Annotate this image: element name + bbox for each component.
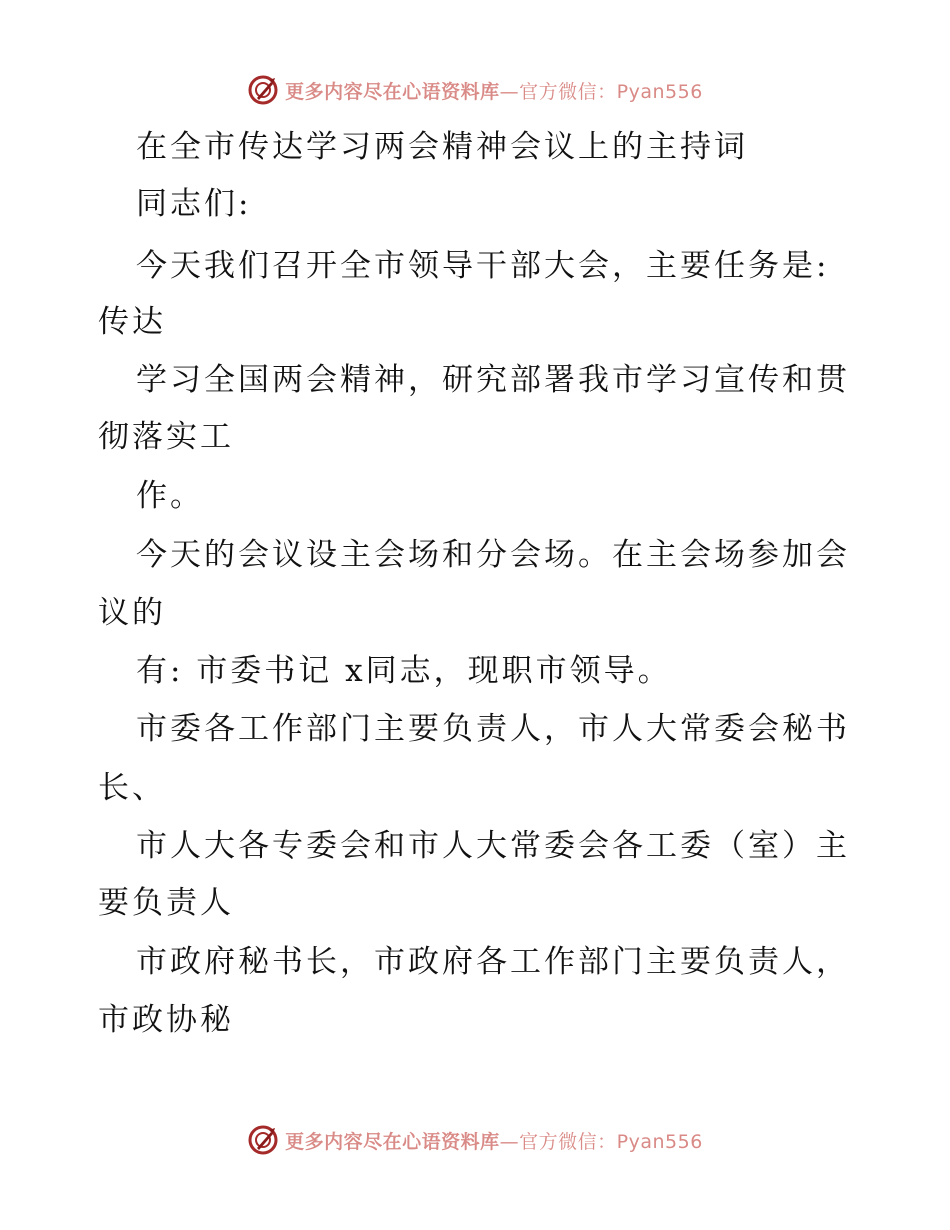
text-line: 要负责人: [98, 885, 234, 921]
footer-watermark-banner: [0, 1120, 950, 1160]
text-line: 市政协秘: [98, 1002, 234, 1038]
text-line: 作。: [136, 478, 204, 514]
text-line: 学习全国两会精神，研究部署我市学习宣传和贯: [136, 362, 850, 398]
text-line: 传达: [98, 304, 166, 340]
banner-wechat: 官方微信：Pyan556: [519, 80, 703, 103]
header-watermark-banner: [0, 70, 950, 110]
banner-separator: —: [499, 80, 520, 103]
banner-title: 更多内容尽在心语资料库: [285, 1130, 500, 1153]
text-line: 长、: [98, 770, 166, 806]
text-line: 议的: [98, 595, 166, 631]
text-line: 同志们:: [136, 186, 252, 222]
banner-separator: —: [499, 1130, 520, 1153]
text-line: 有: 市委书记 x同志，现职市领导。: [136, 653, 672, 689]
document-title: 在全市传达学习两会精神会议上的主持词: [136, 129, 748, 165]
text-line: 市委各工作部门主要负责人，市人大常委会秘书: [136, 711, 850, 747]
banner-title: 更多内容尽在心语资料库: [285, 80, 500, 103]
logo-icon: [247, 1124, 279, 1156]
text-line: 市政府秘书长，市政府各工作部门主要负责人，: [136, 944, 850, 980]
text-line: 今天的会议设主会场和分会场。在主会场参加会: [136, 537, 850, 573]
banner-text: [285, 1127, 703, 1154]
logo-icon: [247, 74, 279, 106]
text-line: 市人大各专委会和市人大常委会各工委（室）主: [136, 828, 850, 864]
text-line: 今天我们召开全市领导干部大会，主要任务是:: [136, 248, 830, 284]
text-line: 彻落实工: [98, 419, 234, 455]
banner-text: [285, 77, 703, 104]
banner-wechat: 官方微信：Pyan556: [519, 1130, 703, 1153]
